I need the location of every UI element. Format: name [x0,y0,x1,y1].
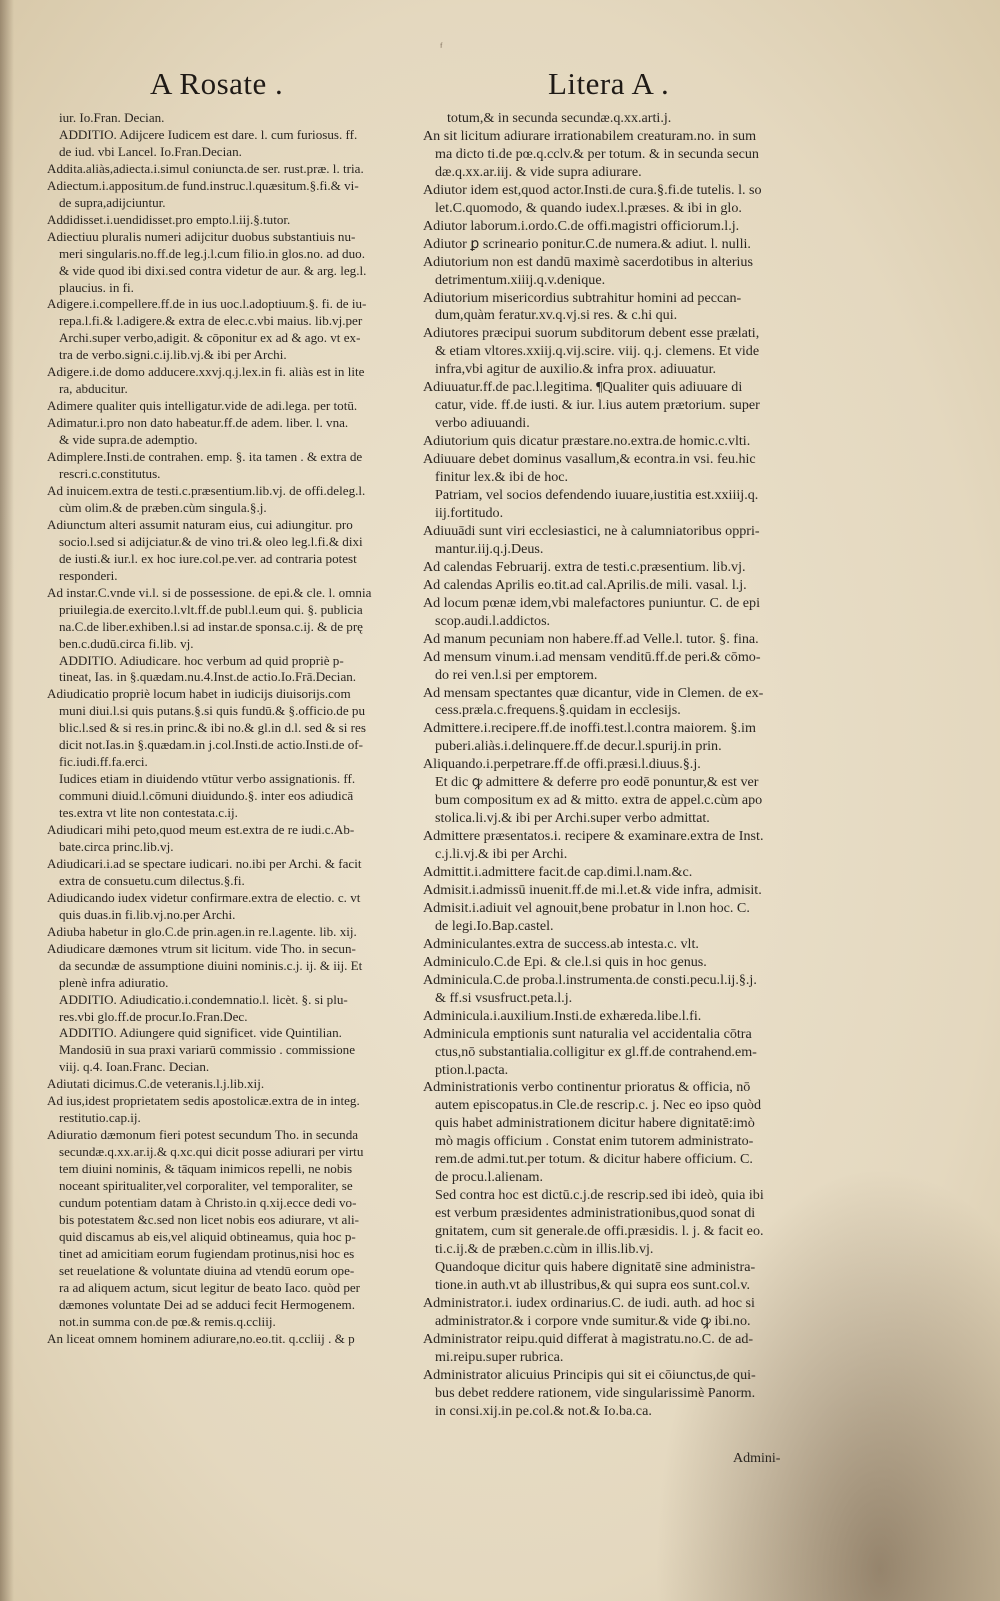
text-line: & vide supra.de ademptio. [59,432,198,448]
text-line: Sed contra hoc est dictū.c.j.de rescrip.sed ibi ideò, quia ibi [435,1187,764,1204]
text-line: Adiudicari.i.ad se spectare iudicari. no.ibi per Archi. & facit [47,855,362,871]
text-line: ben.c.dudū.circa fi.lib. vj. [59,635,194,651]
text-line: Quandoque dicitur quis habere dignitatē sine administra- [435,1259,756,1275]
catchword: Admini- [733,1451,781,1466]
text-line: bus debet reddere rationem, vide singularissimè Panorm. [435,1384,756,1401]
text-line: Ad manum pecuniam non habere.ff.ad Velle.l. tutor. §. fina. [423,630,759,647]
text-line: ADDITIO. Adiudicatio.i.condemnatio.l. licèt. §. si plu- [59,991,348,1007]
page-binding-shadow [0,0,14,1601]
text-line: finitur lex.& ibi de hoc. [435,469,569,486]
text-line: Admittere.i.recipere.ff.de inoffi.test.l.contra maiorem. §.im [423,720,756,737]
text-line: Ad inuicem.extra de testi.c.præsentium.lib.vj. de offi.deleg.l. [47,482,366,498]
text-line: quid discamus ab eis,vel aliquid obtineamus, quia hoc p- [59,1228,356,1244]
text-line: Aliquando.i.perpetrare.ff.de offi.præsi.l.diuus.§.j. [423,756,701,773]
text-line: Ad mensum vinum.i.ad mensam venditū.ff.de peri.& cōmo- [423,648,761,665]
text-line: Admisit.i.adiuit vel agnouit,bene probatur in l.non hoc. C. [423,899,750,916]
text-line: Adiutorium quis dicatur præstare.no.extra.de homic.c.vlti. [423,433,751,450]
text-line: Adigere.i.compellere.ff.de in ius uoc.l.adoptiuum.§. fi. de iu- [47,296,367,312]
right-column [423,110,838,1421]
text-line: da secundæ de assumptione diuini nominis.c.j. ij. & iij. Et [59,957,363,973]
text-line: cundum potentiam datam à Christo.in q.xij.ecce dedi vo- [59,1195,357,1210]
text-line: de procu.l.alienam. [435,1169,544,1186]
text-line: socio.l.sed si adijciatur.& de vino tri.& oleo leg.l.fi.& dixi [59,533,363,549]
folio-mark: ᶠ [440,40,443,54]
text-line: stolica.li.vj.& ibi per Archi.super verbo admittat. [435,810,710,827]
text-line: Administrator reipu.quid differat à magistratu.no.C. de ad- [423,1330,754,1347]
text-line: Adiudicando iudex videtur confirmare.extra de electio. c. vt [47,889,361,905]
text-line: Adiunctum alteri assumit naturam eius, cui adiungitur. pro [47,516,353,532]
text-line: & vide quod ibi dixi.sed contra videtur de aur. & arg. leg.l. [59,262,367,278]
text-line: ti.c.ij.& de præben.c.cùm in illis.lib.vj. [435,1241,654,1258]
text-line: iij.fortitudo. [435,504,504,521]
text-line: bum compositum ex ad & mitto. extra de appel.c.cùm apo [435,792,763,809]
text-line: Addidisset.i.uendidisset.pro empto.l.iij.§.tutor. [47,211,291,227]
text-line: Ad instar.C.vnde vi.l. si de possessione. de epi.& cle. l. omnia [47,584,372,600]
text-line: Adimplere.Insti.de contrahen. emp. §. ita tamen . & extra de [47,449,363,465]
text-line: noceant spiritualiter,vel corporaliter, vel temporaliter, se [59,1178,353,1194]
text-line: de iusti.& iur.l. ex hoc iure.col.pe.ver. ad contraria potest [59,550,357,566]
text-line: Adiuuare debet dominus vasallum,& econtra.in vsi. feu.hic [423,451,756,468]
text-line: de iud. vbi Lancel. Io.Fran.Decian. [59,143,242,159]
text-line: Adiutor idem est,quod actor.Insti.de cura.§.fi.de tutelis. l. so [423,181,762,198]
text-line: Adiectiuu pluralis numeri adijcitur duobus substantiuis nu- [47,228,356,244]
text-line: verbo adiuuandi. [435,415,530,432]
text-line: Addita.aliàs,adiecta.i.simul coniuncta.de ser. rust.præ. l. tria. [47,160,364,176]
text-line: mantur.iij.q.j.Deus. [435,540,544,557]
text-line: ption.l.pacta. [435,1061,509,1078]
text-line: Adminicula emptionis sunt naturalia vel accidentalia cōtra [423,1025,752,1042]
text-line: An liceat omnem hominem adiurare,no.eo.tit. q.ccliij . & p [47,1330,355,1346]
text-line: Adiuratio dæmonum fieri potest secundum Tho. in secunda [47,1127,359,1143]
text-line: puberi.aliàs.i.delinquere.ff.de decur.l.spurij.in prin. [435,738,722,755]
text-line: dæ.q.xx.ar.iij. & vide supra adiurare. [435,163,642,180]
text-line: dicit not.Ias.in §.quædam.in j.col.Insti.de actio.Insti.de of- [59,737,364,753]
running-head-left: A Rosate . [150,66,284,101]
text-line: Mandosiū in sua praxi variarū commissio . commissione [59,1042,356,1058]
text-line: blic.l.sed & si res.in princ.& ibi no.& gl.in d.l. sed & si res [59,720,366,736]
text-line: Archi.super verbo,adigit. & cōponitur ex ad & ago. vt ex- [59,330,361,346]
text-line: let.C.quomodo, & quando iudex.l.præses. & ibi in glo. [435,199,742,216]
text-line: Adminiculantes.extra de success.ab intesta.c. vlt. [423,935,699,952]
text-line: Adiutor laborum.i.ordo.C.de offi.magistri officiorum.l.j. [423,217,740,234]
text-line: repa.l.fi.& l.adigere.& extra de elec.c.vbi maius. lib.vj.per [59,313,363,329]
text-line: restitutio.cap.ij. [59,1110,141,1126]
text-line: Ad calendas Februarij. extra de testi.c.præsentium. lib.vj. [423,558,746,575]
text-line: Ad locum pœnæ idem,vbi malefactores puniuntur. C. de epi [423,594,761,611]
text-line: Adiutorium misericordius subtrahitur homini ad peccan- [423,289,742,306]
text-line: bate.circa princ.lib.vj. [59,838,174,854]
text-line: c.j.li.vj.& ibi per Archi. [435,846,568,863]
text-line: autem episcopatus.in Cle.de rescrip.c. j. Nec eo ipso quòd [435,1097,762,1114]
text-line: totum,& in secunda secundæ.q.xx.arti.j. [447,110,672,126]
text-line: infra,vbi agitur de auxilio.& infra prox. adiuuatur. [435,361,717,378]
text-line: & etiam vltores.xxiij.q.vij.scire. viij. q.j. clemens. Et vide [435,343,760,360]
text-line: Ad mensam spectantes quæ dicantur, vide in Clemen. de ex- [423,684,764,701]
text-line: catur, vide. ff.de iusti. & iur. l.ius autem prætorium. super [435,397,760,414]
text-line: cess.prælа.c.frequens.§.quidam in ecclesijs. [435,702,681,719]
text-line: cùm olim.& de præben.cùm singula.§.j. [59,499,267,515]
text-line: Adiuba habetur in glo.C.de prin.agen.in re.l.agente. lib. xij. [47,923,357,939]
text-line: priuilegia.de exercito.l.vlt.ff.de publ.l.eum qui. §. publicia [59,601,363,617]
text-line: Adiudicare dæmones vtrum sit licitum. vide Tho. in secun- [47,940,356,956]
text-line: plenè infra adiuratio. [59,974,169,990]
text-line: Ad calendas Aprilis eo.tit.ad cal.Aprilis.de mili. vasal. l.j. [423,576,747,593]
text-line: ma dicto ti.de pœ.q.cclv.& per totum. & in secunda secun [435,145,759,162]
text-line: ra ad aliquem actum, sicut legitur de beato Iaco. quòd per [59,1279,361,1295]
text-line: bis potestatem &c.sed non licet nobis eos adiurare, vt ali- [59,1211,359,1227]
text-line: Administrator alicuius Principis qui sit ei cōiunctus,de qui- [423,1366,756,1383]
text-line: Admittit.i.admittere facit.de cap.dimi.l.nam.&c. [423,864,693,881]
text-line: rescri.c.constitutus. [59,466,161,482]
text-line: plaucius. in fi. [59,279,134,295]
text-line: fic.iudi.ff.fa.erci. [59,754,148,770]
text-line: responderi. [59,567,118,583]
text-line: Adiudicari mihi peto,quod meum est.extra de re iudi.c.Ab- [47,822,355,838]
text-line: tineat, Ias. in §.quædam.nu.4.Inst.de actio.Io.Frā.Decian. [59,669,357,685]
text-line: Adiutorium non est dandū maximè sacerdotibus in alterius [423,253,753,270]
text-line: Ad ius,idest proprietatem sedis apostolicæ.extra de in integ. [47,1093,360,1109]
text-line: viij. q.4. Ioan.Franc. Decian. [59,1059,210,1075]
text-line: tes.extra vt lite non contestata.c.ij. [59,805,238,821]
text-line: Patriam, vel socios defendendo iuuare,iustitia est.xxiiij.q. [435,487,759,504]
text-line: gnitatem, cum sit generale.de offi.præsidis. l. j. & facit eo. [435,1223,764,1240]
text-line: meri singularis.no.ff.de leg.j.l.cum filio.in glos.no. ad duo. [59,245,365,261]
text-line: ra, abducitur. [59,381,128,397]
text-line: administrator.& i corpore vnde sumitur.& vide ꝙ ibi.no. [435,1312,751,1329]
text-line: scop.audi.l.addictos. [435,612,551,629]
text-line: Adminicula.C.de proba.l.instrumenta.de consti.pecu.l.ij.§.j. [423,971,757,988]
text-line: muni diui.l.si quis putans.§.si quis fundū.& §.officio.de pu [59,703,366,719]
text-line: & ff.si vsusfruct.peta.l.j. [435,989,573,1006]
text-line: Iudices etiam in diuidendo vtūtur verbo assignationis. ff. [59,771,356,787]
text-line: extra de consuetu.cum dilectus.§.fi. [59,872,245,888]
text-line: mò magis officium . Constat enim tutorem administrato- [435,1133,754,1150]
text-line: Adminiculo.C.de Epi. & cle.l.si quis in hoc genus. [423,953,707,970]
text-line: Adiutati dicimus.C.de veteranis.l.j.lib.xij. [47,1076,265,1092]
text-line: Adiudicatio propriè locum habet in iudicijs diuisorijs.com [47,686,351,702]
text-line: na.C.de liber.exhiben.l.si ad instar.de sponsa.c.ij. & de prę [59,618,363,634]
text-line: quis habet administrationem dicitur habere dignitatē:imò [435,1115,755,1132]
text-line: Adiectum.i.appositum.de fund.instruc.l.quæsitum.§.fi.& vi- [47,177,359,193]
text-line: Adimere qualiter quis intelligatur.vide de adi.lega. per totū. [47,398,358,414]
text-line: res.vbi glo.ff.de procur.Io.Fran.Dec. [59,1008,248,1024]
text-line: ctus,nō substantialia.colligitur ex gl.ff.de contrahend.em- [435,1043,757,1060]
text-line: tinet ad amicitiam eorum fugiendam protinus,nisi hoc es [59,1245,355,1261]
text-line: dæmones voluntate Dei ad se adduci fecit Hermogenem. [59,1296,355,1312]
text-line: communi diuid.l.cōmuni diuidundo.§. inter eos adiudicā [59,788,354,804]
text-line: de legi.Io.Bap.castel. [435,917,554,934]
text-line: tione.in auth.vt ab illustribus,& qui supra eos sunt.col.v. [435,1276,750,1293]
text-line: mi.reipu.super rubrica. [435,1348,564,1365]
text-line: rem.de admi.tut.per totum. & dicitur habere officium. C. [435,1151,753,1168]
text-line: An sit licitum adiurare irrationabilem creaturam.no. in sum [423,127,757,144]
text-line: iur. Io.Fran. Decian. [59,110,165,125]
text-line: Administrator.i. iudex ordinarius.C. de iudi. auth. ad hoc si [423,1294,755,1311]
text-line: Administrationis verbo continentur prioratus & officia, nō [423,1079,751,1096]
text-line: detrimentum.xiiij.q.v.denique. [435,271,606,288]
text-line: ADDITIO. Adiungere quid significet. vide Quintilian. [59,1025,342,1041]
text-line: est verbum præsidentes administrationibus,quod sonat di [435,1205,756,1222]
text-line: quis duas.in fi.lib.vj.no.per Archi. [59,906,236,922]
text-line: in consi.xij.in pe.col.& not.& Io.ba.ca. [435,1402,652,1419]
text-line: Adiuuatur.ff.de pac.l.legitima. ¶Qualiter quis adiuuare di [423,379,743,396]
text-line: tem diuini nominis, & tāquam inimicos repelli, ne nobis [59,1161,353,1177]
text-line: Adiuuādi sunt viri ecclesiastici, ne à calumniatoribus oppri- [423,522,760,539]
text-line: not.in summa con.de pœ.& remis.q.ccliij. [59,1313,276,1329]
text-line: dum,quàm feratur.xv.q.vj.si res. & c.hi qui. [435,307,678,324]
text-line: ADDITIO. Adijcere Iudicem est dare. l. cum furiosus. ff. [59,126,358,142]
text-line: Adminicula.i.auxilium.Insti.de exhæreda.libe.l.fi. [423,1007,702,1024]
text-line: Adigere.i.de domo adducere.xxvj.q.j.lex.in fi. aliàs est in lite [47,364,365,380]
text-line: Admisit.i.admissū inuenit.ff.de mi.l.et.& vide infra, admisit. [423,881,762,898]
text-line: secundæ.q.xx.ar.ij.& q.xc.qui dicit posse adiurari per virtu [59,1144,364,1160]
text-line: Adiutor ꝑ scrineario ponitur.C.de numera.& adiut. l. nulli. [423,235,751,252]
text-line: set reuelatione & voluntate diuina ad vtendū eorum ope- [59,1262,355,1278]
text-line: tra de verbo.signi.c.ij.lib.vj.& ibi per Archi. [59,347,287,363]
text-line: do rei ven.l.si per emptorem. [435,666,598,683]
running-head-right: Litera A . [548,66,670,101]
text-line: Et dic ꝙ admittere & deferre pro eodē ponuntur,& est ver [435,774,759,791]
text-line: Admittere præsentatos.i. recipere & examinare.extra de Inst. [423,828,764,845]
text-line: Adiutores præcipui suorum subditorum debent esse prælati, [423,325,760,342]
text-line: de supra,adijciuntur. [59,194,166,210]
text-line: ADDITIO. Adiudicare. hoc verbum ad quid propriè p- [59,652,344,668]
left-column [47,110,412,1348]
text-line: Adimatur.i.pro non dato habeatur.ff.de adem. liber. l. vna. [47,415,349,431]
